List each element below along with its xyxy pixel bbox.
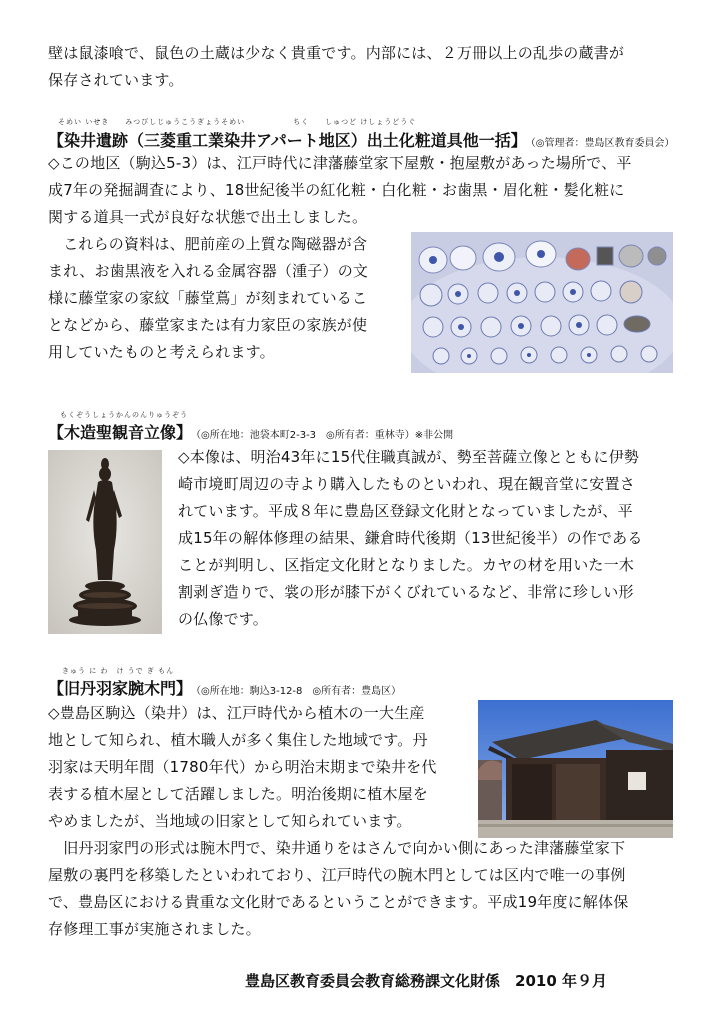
heading-note: （◎所在地：駒込3-12-8 ◎所有者：豊島区）	[196, 686, 402, 697]
text-line: の仏像です。	[178, 610, 269, 628]
text-line: 羽家は天明年間（1780年代）から明治末期まで染井を代	[48, 758, 437, 776]
text-line: 旧丹羽家門の形式は腕木門で、染井通りをはさんで向かい側にあった津藩藤堂家下	[48, 839, 626, 857]
section-body-niwa-gate	[48, 700, 688, 943]
text-line: 様に藤堂家の家紋「藤堂蔦」が刻まれているこ	[48, 289, 368, 307]
text-line: 用していたものと考えられます。	[48, 343, 275, 361]
text-line: で、豊島区における貴重な文化財であるということができます。平成19年度に解体保	[48, 893, 629, 911]
text-line: 存修理工事が実施されました。	[48, 920, 261, 938]
text-line: ◇この地区（駒込5-3）は、江戸時代に津藩藤堂家下屋敷・抱屋敷があった場所で、平	[48, 154, 632, 172]
text-line: まれ、お歯黒液を入れる金属容器（湩子）の文	[48, 262, 369, 280]
heading-ruby: きゅう に わ け うで ぎ もん	[62, 667, 175, 675]
text-line: 壁は鼠漆喰で、鼠色の土蔵は少なく貴重です。内部には、２万冊以上の乱歩の蔵書が	[48, 44, 625, 62]
text-line: 割剥ぎ造りで、裳の形が膝下がくびれているなど、非常に珍しい形	[178, 583, 634, 601]
cosmetics-artifacts-photo	[411, 232, 673, 373]
heading-text: 【木造聖観音立像】	[48, 423, 193, 442]
text-line: れています。平成８年に豊島区登録文化財となっていましたが、平	[178, 502, 633, 520]
heading-text: 【染井遺跡（三菱重工業染井アパート地区）出土化粧道具他一括】	[48, 131, 527, 150]
text-line: 成15年の解体修理の結果、鎌倉時代後期（13世紀後半）の作である	[178, 529, 643, 547]
intro-paragraph	[48, 40, 688, 94]
text-line: やめましたが、当地域の旧家として知られています。	[48, 812, 412, 830]
text-line: ◇本像は、明治43年に15代住職真誠が、勢至菩薩立像とともに伊勢	[178, 448, 640, 466]
section-heading-niwa-gate	[48, 676, 401, 699]
text-line: 屋敷の裏門を移築したといわれており、江戸時代の腕木門としては区内で唯一の事例	[48, 866, 626, 884]
text-line: ◇豊島区駒込（染井）は、江戸時代から植木の一大生産	[48, 704, 425, 722]
text-line: 関する道具一式が良好な状態で出土しました。	[48, 208, 368, 226]
text-line: 表する植木屋として活躍しました。明治後期に植木屋を	[48, 785, 429, 803]
heading-note: （◎管理者：豊島区教育委員会）	[530, 138, 675, 149]
footer-credit: 豊島区教育委員会教育総務課文化財係 2010 年９月	[245, 972, 607, 990]
kannon-statue-photo	[48, 450, 162, 634]
text-line: これらの資料は、肥前産の上質な陶磁器が含	[48, 235, 368, 253]
text-line: ことが判明し、区指定文化財となりました。カヤの材を用いた一木	[178, 556, 635, 574]
text-line: 地として知られ、植木職人が多く集住した地域です。丹	[48, 731, 428, 749]
heading-ruby: もくぞうしょうかんのんりゅうぞう	[60, 411, 188, 419]
section-heading-kannon-statue	[48, 420, 453, 443]
heading-ruby: そめい いせき みつびしじゅうこうぎょうそめい ちく しゅつど けしょうどうぐ	[58, 118, 417, 126]
text-line: 崎市境町周辺の寺より購入したものといわれ、現在観音堂に安置さ	[178, 475, 635, 493]
text-line: 成7年の発掘調査により、18世紀後半の紅化粧・白化粧・お歯黒・眉化粧・髪化粧に	[48, 181, 625, 199]
text-line: となどから、藤堂家または有力家臣の家族が使	[48, 316, 368, 334]
section-body-kannon-statue	[178, 444, 688, 633]
heading-text: 【旧丹羽家腕木門】	[48, 679, 193, 698]
text-line: 保存されています。	[48, 71, 184, 89]
section-heading-somei-ruins	[48, 128, 674, 151]
heading-note: （◎所在地：池袋本町2-3-3 ◎所有者：重林寺）※非公開	[196, 430, 454, 441]
